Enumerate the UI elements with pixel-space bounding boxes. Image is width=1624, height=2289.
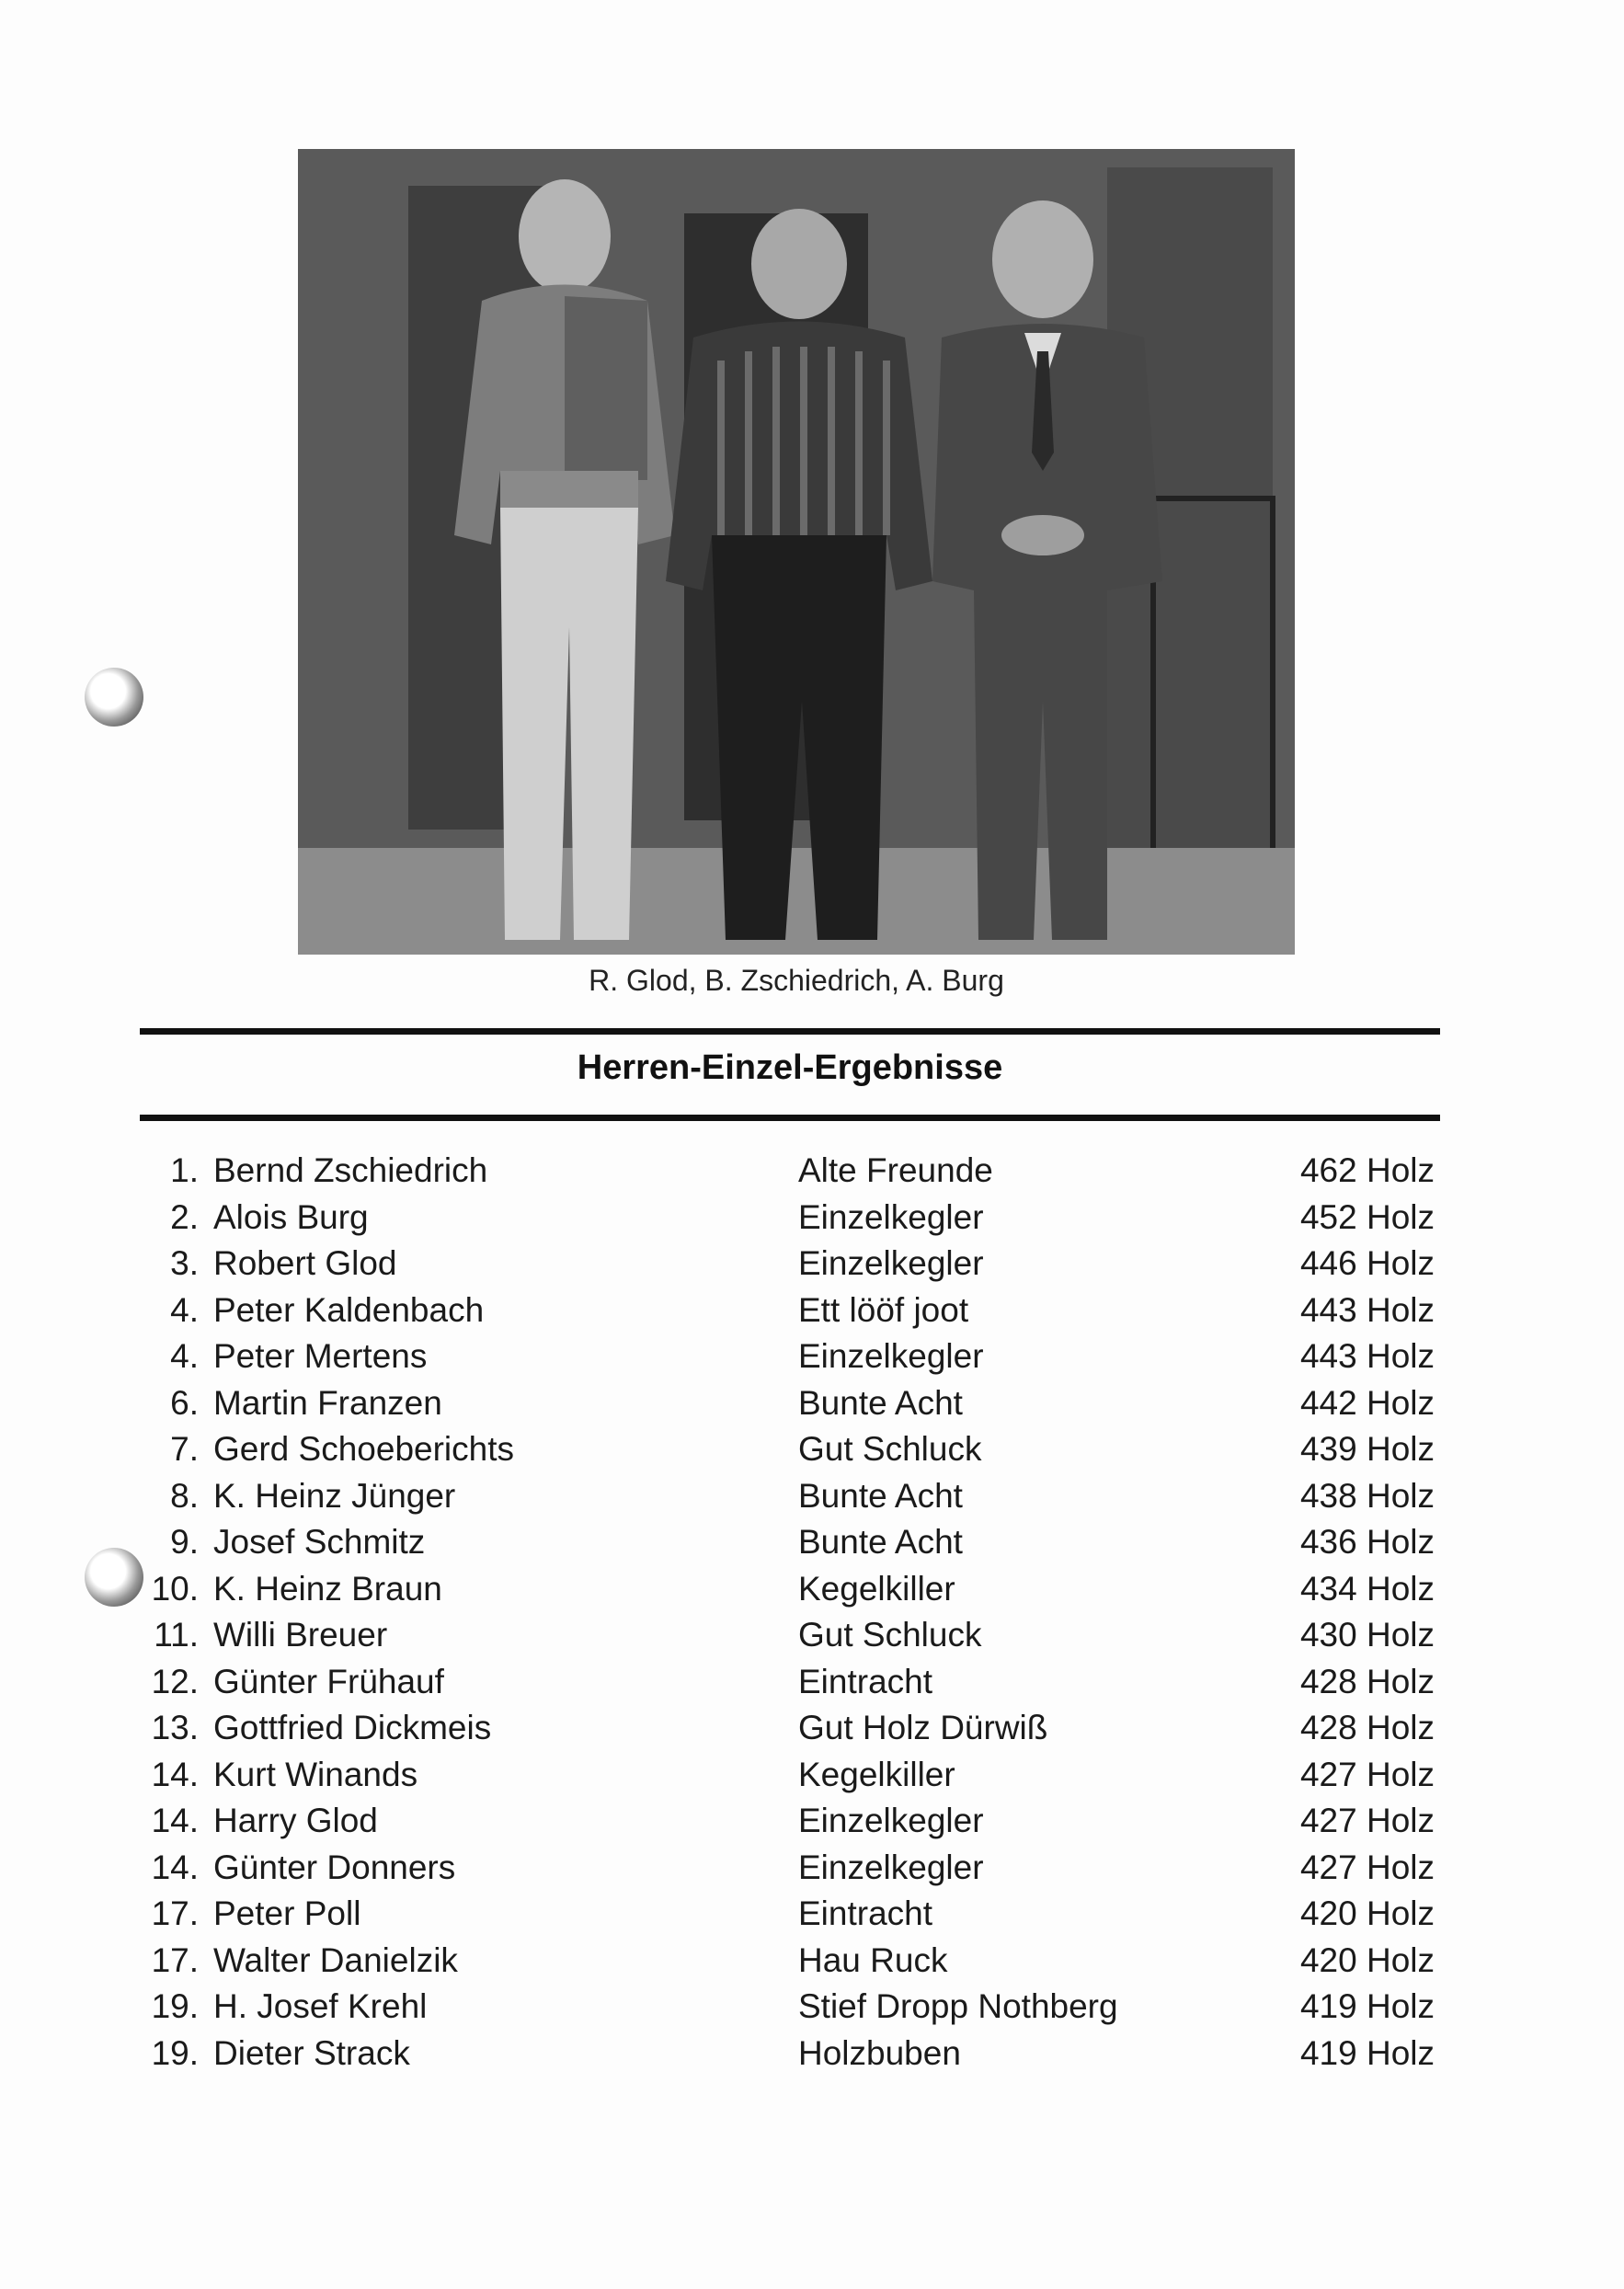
result-rank: 14. xyxy=(151,1802,199,1839)
results-list xyxy=(0,1151,1624,2080)
result-rank: 14. xyxy=(151,1848,199,1886)
result-club: Bunte Acht xyxy=(798,1523,963,1561)
result-row xyxy=(0,1941,1624,1988)
result-club: Gut Holz Dürwiß xyxy=(798,1709,1048,1746)
result-row xyxy=(0,1384,1624,1431)
result-rank: 10. xyxy=(151,1569,199,1608)
result-club: Gut Schluck xyxy=(798,1430,982,1468)
result-name: Martin Franzen xyxy=(213,1383,442,1422)
result-rank: 17. xyxy=(151,1894,199,1932)
group-photo xyxy=(298,149,1295,955)
result-name: Gottfried Dickmeis xyxy=(213,1709,492,1746)
result-club: Ett lööf joot xyxy=(798,1290,969,1329)
result-club: Bunte Acht xyxy=(798,1383,963,1422)
result-score: 427 Holz xyxy=(1299,1755,1435,1793)
result-name: Josef Schmitz xyxy=(213,1523,426,1561)
result-row xyxy=(0,1337,1624,1384)
result-club: Eintracht xyxy=(798,1662,933,1700)
result-rank: 6. xyxy=(170,1383,199,1422)
result-rank: 9. xyxy=(170,1523,199,1561)
result-score: 434 Holz xyxy=(1299,1569,1435,1608)
result-rank: 14. xyxy=(151,1755,199,1793)
result-row xyxy=(0,1756,1624,1803)
result-row xyxy=(0,1477,1624,1524)
photo-caption: R. Glod, B. Zschiedrich, A. Burg xyxy=(589,964,1004,997)
result-score: 439 Holz xyxy=(1299,1430,1435,1468)
result-row xyxy=(0,1198,1624,1245)
result-row xyxy=(0,1802,1624,1848)
result-name: Gerd Schoeberichts xyxy=(213,1430,515,1468)
result-row xyxy=(0,1430,1624,1477)
result-rank: 4. xyxy=(170,1290,199,1329)
result-score: 443 Holz xyxy=(1299,1337,1435,1375)
result-score: 446 Holz xyxy=(1299,1244,1435,1282)
result-rank: 17. xyxy=(151,1940,199,1979)
result-club: Bunte Acht xyxy=(798,1476,963,1515)
result-name: Günter Frühauf xyxy=(213,1662,444,1700)
result-rank: 12. xyxy=(151,1662,199,1700)
result-name: Walter Danielzik xyxy=(213,1940,458,1979)
result-rank: 11. xyxy=(154,1616,199,1654)
result-club: Einzelkegler xyxy=(798,1244,984,1282)
result-rank: 19. xyxy=(151,2033,199,2072)
result-club: Hau Ruck xyxy=(798,1940,948,1979)
result-name: Peter Poll xyxy=(213,1894,361,1932)
result-score: 443 Holz xyxy=(1299,1290,1435,1329)
divider-top xyxy=(140,1028,1440,1035)
result-club: Einzelkegler xyxy=(798,1848,984,1886)
result-score: 438 Holz xyxy=(1299,1476,1435,1515)
result-name: K. Heinz Braun xyxy=(213,1569,442,1608)
result-name: Kurt Winands xyxy=(213,1755,418,1793)
result-score: 420 Holz xyxy=(1299,1894,1435,1932)
punch-hole-icon xyxy=(85,668,143,727)
result-row xyxy=(0,1523,1624,1570)
result-name: K. Heinz Jünger xyxy=(213,1476,456,1515)
result-row xyxy=(0,1894,1624,1941)
result-name: Peter Kaldenbach xyxy=(213,1290,485,1329)
result-club: Kegelkiller xyxy=(798,1569,955,1608)
result-row xyxy=(0,1663,1624,1710)
result-score: 436 Holz xyxy=(1299,1523,1435,1561)
group-photo-illustration xyxy=(298,149,1295,955)
result-club: Alte Freunde xyxy=(798,1151,993,1189)
result-name: Harry Glod xyxy=(213,1802,378,1839)
result-score: 428 Holz xyxy=(1299,1662,1435,1700)
result-name: Alois Burg xyxy=(213,1197,369,1236)
result-club: Einzelkegler xyxy=(798,1802,984,1839)
result-club: Gut Schluck xyxy=(798,1616,982,1654)
result-name: Dieter Strack xyxy=(213,2033,410,2072)
result-score: 430 Holz xyxy=(1299,1616,1435,1654)
result-score: 420 Holz xyxy=(1299,1940,1435,1979)
result-rank: 13. xyxy=(151,1709,199,1746)
result-score: 419 Holz xyxy=(1299,2033,1435,2072)
result-rank: 1. xyxy=(170,1151,199,1189)
result-club: Einzelkegler xyxy=(798,1197,984,1236)
result-rank: 2. xyxy=(170,1197,199,1236)
result-rank: 3. xyxy=(170,1244,199,1282)
result-name: H. Josef Krehl xyxy=(213,1987,428,2025)
result-club: Einzelkegler xyxy=(798,1337,984,1375)
result-score: 442 Holz xyxy=(1299,1383,1435,1422)
result-score: 427 Holz xyxy=(1299,1848,1435,1886)
result-name: Robert Glod xyxy=(213,1244,397,1282)
divider-bottom xyxy=(140,1115,1440,1121)
result-rank: 4. xyxy=(170,1337,199,1375)
result-club: Eintracht xyxy=(798,1894,933,1932)
result-name: Günter Donners xyxy=(213,1848,456,1886)
result-rank: 7. xyxy=(170,1430,199,1468)
result-row xyxy=(0,2034,1624,2081)
result-score: 428 Holz xyxy=(1299,1709,1435,1746)
result-row xyxy=(0,1151,1624,1198)
result-club: Kegelkiller xyxy=(798,1755,955,1793)
result-row xyxy=(0,1291,1624,1338)
result-name: Bernd Zschiedrich xyxy=(213,1151,488,1189)
result-row xyxy=(0,1709,1624,1756)
result-rank: 8. xyxy=(170,1476,199,1515)
result-row xyxy=(0,1987,1624,2034)
result-club: Holzbuben xyxy=(798,2033,961,2072)
result-rank: 19. xyxy=(151,1987,199,2025)
result-row xyxy=(0,1848,1624,1895)
result-row xyxy=(0,1570,1624,1617)
result-name: Peter Mertens xyxy=(213,1337,428,1375)
result-row xyxy=(0,1244,1624,1291)
result-score: 419 Holz xyxy=(1299,1987,1435,2025)
page-title: Herren-Einzel-Ergebnisse xyxy=(577,1048,1003,1087)
result-name: Willi Breuer xyxy=(213,1616,388,1654)
result-score: 452 Holz xyxy=(1299,1197,1435,1236)
result-score: 427 Holz xyxy=(1299,1802,1435,1839)
result-score: 462 Holz xyxy=(1299,1151,1435,1189)
result-club: Stief Dropp Nothberg xyxy=(798,1987,1118,2025)
result-row xyxy=(0,1616,1624,1663)
